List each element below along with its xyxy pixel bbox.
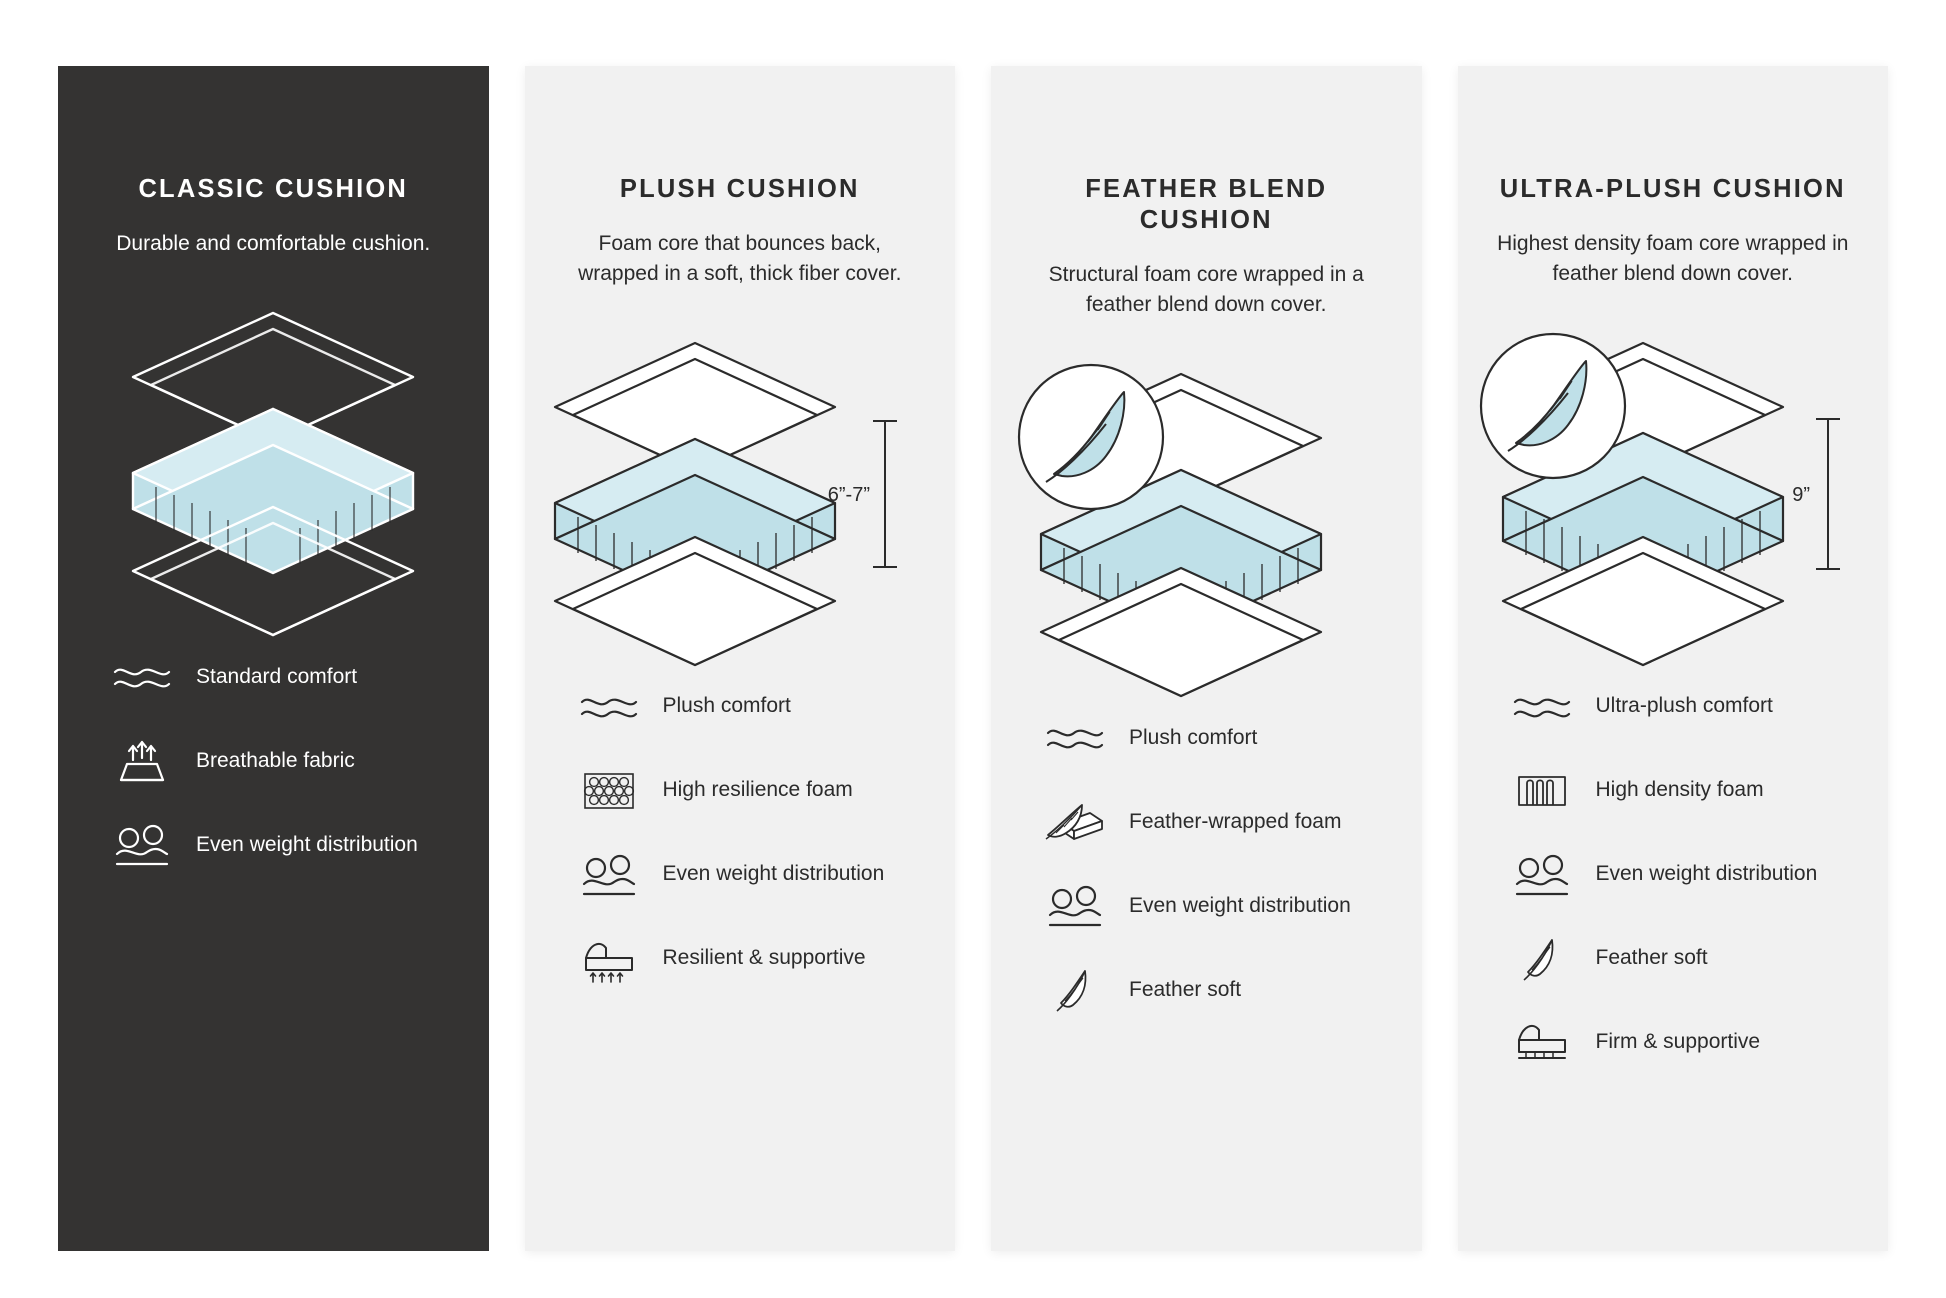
list-item (1510, 679, 1859, 735)
list-item-label: Plush comfort (662, 694, 791, 718)
list-item (110, 733, 459, 789)
dimension-label: 6”-7” (827, 483, 870, 506)
feature-list-classic (88, 649, 459, 873)
list-item (1510, 847, 1859, 903)
list-item (1043, 710, 1392, 766)
feather-wrapped-foam-icon (1043, 794, 1107, 850)
page-title: CLASSIC CUSHION (138, 175, 409, 203)
card-description: Structural foam core wrapped in a feather blend down cover. (1048, 263, 1364, 317)
cushion-card-feather-blend (991, 66, 1422, 1251)
list-item-label: Even weight distribution (1129, 893, 1351, 917)
cushion-card-classic (58, 66, 489, 1251)
list-item (110, 649, 459, 705)
feature-list-ultra-plush (1488, 679, 1859, 1071)
list-item-label: High density foam (1595, 778, 1764, 802)
list-item (1510, 763, 1859, 819)
exploded-cushion-diagram-classic (88, 281, 459, 631)
even-weight-icon (1510, 847, 1574, 903)
list-item-label: Even weight distribution (1595, 862, 1818, 886)
wave-comfort-icon (1043, 710, 1107, 766)
honeycomb-foam-icon (577, 763, 641, 819)
card-description: Durable and comfortable cushion. (116, 232, 431, 256)
list-item-label: Even weight distribution (196, 832, 418, 856)
list-item-label: Ultra-plush comfort (1595, 694, 1773, 718)
feature-list-feather-blend (1021, 710, 1392, 1018)
list-item (110, 817, 459, 873)
list-item-label: Plush comfort (1129, 725, 1258, 749)
dimension-indicator (1816, 419, 1840, 569)
list-item (1510, 1015, 1859, 1071)
exploded-cushion-diagram-feather-blend (1021, 342, 1392, 692)
even-weight-icon (577, 847, 641, 903)
feather-badge-icon (1481, 334, 1625, 478)
list-item (1043, 962, 1392, 1018)
feather-icon (1043, 962, 1107, 1018)
even-weight-icon (110, 817, 174, 873)
breathable-fabric-icon (110, 733, 174, 789)
list-item-label: Resilient & supportive (662, 946, 866, 970)
dimension-indicator (873, 421, 897, 567)
list-item (577, 679, 926, 735)
exploded-cushion-diagram-plush (555, 311, 926, 661)
resilient-support-icon (577, 931, 641, 987)
foam-core-layer (133, 409, 413, 573)
page-title: ULTRA-PLUSH CUSHION (1499, 175, 1846, 203)
cushion-card-plush (525, 66, 956, 1251)
card-description: Foam core that bounces back, wrapped in a soft, thick fiber cover. (578, 232, 902, 285)
list-item (577, 847, 926, 903)
wave-comfort-icon (577, 679, 641, 735)
list-item-label: Feather soft (1595, 946, 1708, 970)
exploded-cushion-diagram-ultra-plush (1488, 311, 1859, 661)
list-item-label: Standard comfort (196, 664, 358, 688)
list-item-label: Even weight distribution (662, 862, 885, 886)
list-item (1043, 878, 1392, 934)
feather-badge-icon (1019, 365, 1163, 509)
wave-comfort-icon (110, 649, 174, 705)
list-item (577, 763, 926, 819)
list-item-label: Breathable fabric (196, 748, 355, 772)
card-description: Highest density foam core wrapped in feather blend down cover. (1497, 232, 1849, 285)
list-item-label: Firm & supportive (1595, 1030, 1761, 1054)
list-item-label: Feather soft (1129, 977, 1242, 1001)
list-item (1043, 794, 1392, 850)
page-title: PLUSH CUSHION (619, 175, 860, 203)
density-foam-icon (1510, 763, 1574, 819)
firm-support-icon (1510, 1015, 1574, 1071)
wave-comfort-icon (1510, 679, 1574, 735)
cushion-card-ultra-plush (1458, 66, 1889, 1251)
list-item (1510, 931, 1859, 987)
feather-icon (1510, 931, 1574, 987)
list-item-label: Feather-wrapped foam (1129, 809, 1342, 833)
page-title: FEATHER BLEND CUSHION (1085, 175, 1328, 235)
dimension-label: 9” (1791, 483, 1810, 506)
even-weight-icon (1043, 878, 1107, 934)
feature-list-plush (555, 679, 926, 987)
list-item-label: High resilience foam (662, 778, 853, 802)
list-item (577, 931, 926, 987)
